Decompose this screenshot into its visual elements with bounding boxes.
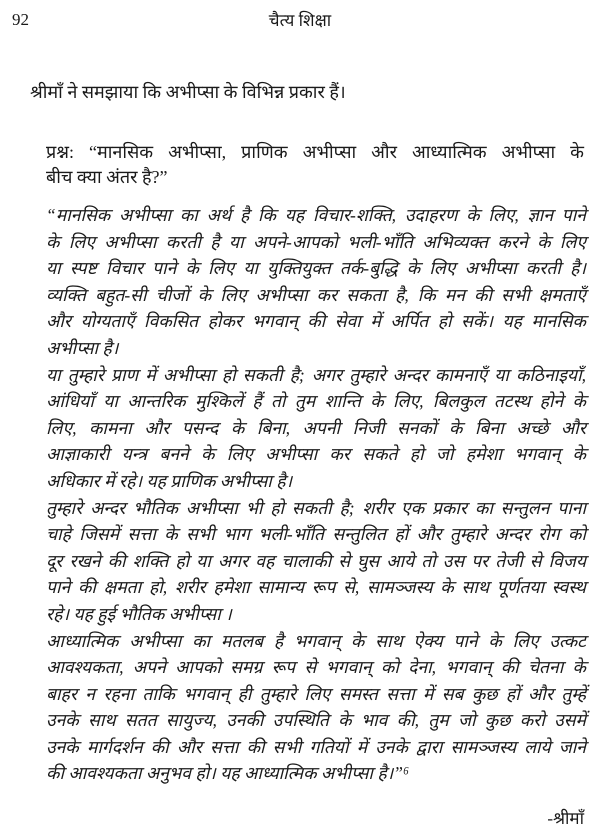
page-number: 92 [12, 10, 29, 29]
quote-line: चाहे जिसमें सत्ता के सभी भाग भली-भाँति सन्तुलित हों और तुम्हारे अन्दर रोग को [46, 524, 586, 545]
signature: -श्रीमाँ [547, 809, 584, 828]
quote-line: उनके साथ सतत सायुज्य, उनकी उपस्थिति के भाव की, तुम जो कुछ करो उसमें [46, 710, 586, 731]
quote-line: की आवश्यकता अनुभव हो। यह आध्यात्मिक अभीप्सा है।”⁶ [46, 763, 410, 784]
quote-line: रहे। यह हुई भौतिक अभीप्सा । [46, 603, 232, 624]
quote-block [46, 202, 586, 787]
quote-line: व्यक्ति बहुत-सी चीजों के लिए अभीप्सा कर सकता है, कि मन की सभी क्षमताएँ [46, 284, 586, 305]
quote-line: और योग्यताएँ विकसित होकर भगवान् की सेवा में अर्पित हो सकें। यह मानसिक [46, 311, 586, 332]
quote-line: उनके मार्गदर्शन की और सत्ता की सभी गतियों में उनके द्वारा सामञ्जस्य लाये जाने [46, 736, 586, 757]
running-head: चैत्य शिक्षा [268, 11, 332, 30]
quote-line: या स्पष्ट विचार पाने के लिए या युक्तियुक्त तर्क-बुद्धि के लिए अभीप्सा करती है। [46, 258, 586, 279]
quote-line: बाहर न रहना ताकि भगवान् ही तुम्हारे लिए समस्त सत्ता में सब कुछ हों और तुम्हें [46, 683, 586, 704]
quote-line: अभीप्सा है। [46, 337, 119, 358]
intro-paragraph: श्रीमाँ ने समझाया कि अभीप्सा के विभिन्न प्रकार हैं। [30, 82, 346, 102]
quote-line: या तुम्हारे प्राण में अभीप्सा हो सकती है; अगर तुम्हारे अन्दर कामनाएँ या कठिनाइयाँ, [46, 364, 586, 385]
quote-line: के लिए अभीप्सा करती है या अपने-आपको भली-भाँति अभिव्यक्त करने के लिए [46, 231, 586, 252]
quote-line: तुम्हारे अन्दर भौतिक अभीप्सा भी हो सकती है; शरीर एक प्रकार का सन्तुलन पाना [46, 497, 586, 518]
quote-line: आवश्यकता, अपने आपको समग्र रूप से भगवान् को देना, भगवान् की चेतना के [46, 657, 586, 678]
quote-line: “मानसिक अभीप्सा का अर्थ है कि यह विचार-शक्ति, उदाहरण के लिए, ज्ञान पाने [46, 205, 586, 225]
quote-line: दूर रखने की शक्ति हो या अगर वह चालाकी से घुस आये तो उस पर तेजी से विजय [46, 550, 586, 571]
quote-line: पाने की क्षमता हो, शरीर हमेशा सामान्य रूप से, सामञ्जस्य के साथ पूर्णतया स्वस्थ [46, 577, 586, 598]
quote-line: आज्ञाकारी यन्त्र बनने के लिए अभीप्सा कर सकते हो जो हमेशा भगवान् के [46, 444, 586, 465]
quote-line: अधिकार में रहे। यह प्राणिक अभीप्सा है। [46, 470, 293, 491]
quote-line: आध्यात्मिक अभीप्सा का मतलब है भगवान् के साथ ऐक्य पाने के लिए उत्कट [46, 630, 586, 651]
quote-line: लिए, कामना और पसन्द के बिना, अपनी निजी सनकों के बिना अच्छे और [46, 417, 586, 438]
quote-line: आंधियाँ या आन्तरिक मुश्किलें हैं तो तुम शान्ति के लिए, बिलकुल तटस्थ होने के [46, 391, 586, 412]
question-line: प्रश्न: “मानसिक अभीप्सा, प्राणिक अभीप्सा और आध्यात्मिक अभीप्सा के [46, 142, 584, 162]
question-line: बीच क्या अंतर है?” [46, 167, 168, 187]
question-block [46, 140, 584, 190]
